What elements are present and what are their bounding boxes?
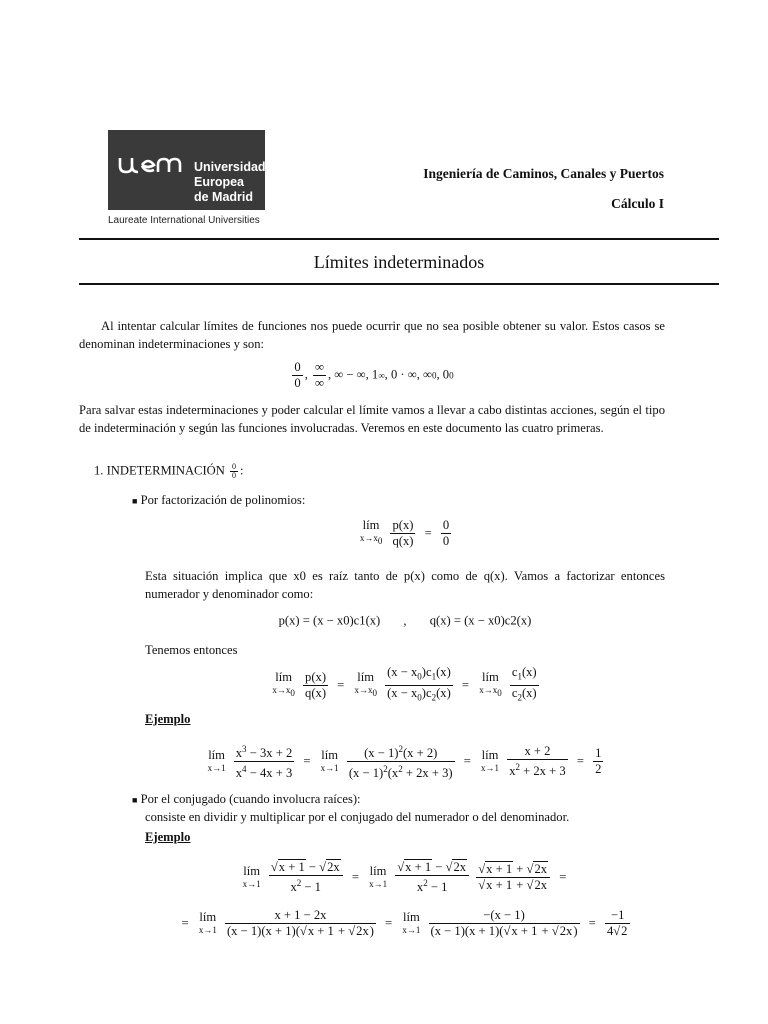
equation-factored-limit: lím $x\to x_0$ $\frac{p(x)}{q(x)}$ = lím $x\to x_0$ $\frac{(x - x_0)c_1(x)}{(x - x_0)c_2(x)}$ = lím $x\to x_0$ $\frac{c_1(x)}{c_2(x)}$ (272, 665, 537, 703)
bullet-1-explanation: Esta situación implica que x0 es raíz tanto de p(x) como de q(x). Vamos a factorizar entonces numerador y denominador como: (145, 569, 665, 601)
program-name: Ingeniería de Caminos, Canales y Puertos (423, 166, 664, 181)
logo-line-1: Universidad (194, 160, 266, 174)
tenemos-entonces: Tenemos entonces (145, 643, 238, 657)
section-1-label: INDETERMINACIÓN (106, 463, 225, 478)
example-1-label: Ejemplo (145, 712, 191, 726)
factor-p: p(x) = (x − x0)c1(x) (278, 613, 381, 628)
example-2-equation-line-2: = lím x→1 $\frac{x + 1 - 2x}{(x - 1)(x + 1)(√x + 1 + √2x)}$ = lím x→1 $\frac{-(x - 1)}{(x - 1)(x + 1)(√x + 1 + √2x)}$ = $\frac{-1}{4√2}$ (145, 908, 665, 939)
bullet-2-text: Por el conjugado (cuando involucra raíces): (140, 792, 361, 806)
factor-q: q(x) = (x − x0)c2(x) (429, 613, 532, 628)
inf-over-inf: $\frac{\infty}{\infty}$ (315, 360, 324, 390)
top-rule (79, 238, 719, 240)
paragraph-2: Para salvar estas indeterminaciones y poder calcular el límite vamos a llevar a cabo distintas acciones, según el tipo de indeterminación y según las funciones involucradas. Veremos en este documento las cuatro primeras. (79, 403, 665, 435)
example-2-equation-line-1: lím x→1 $\frac{√x + 1 - √2x}{x^2 - 1}$ = lím x→1 $\frac{√x + 1 - √2x}{x^2 - 1}$ $\frac{√x + 1 + √2x}{√x + 1 + √2x}$ = (242, 860, 567, 895)
bullet-1-text: Por factorización de polinomios: (140, 493, 306, 507)
example-1-equation: lím x→1 $\frac{x^3 - 3x + 2}{x^4 - 4x + 3}$ = lím x→1 $\frac{(x - 1)^2(x + 2)}{(x - 1)^2(x^2 + 2x + 3)}$ = lím x→1 $\frac{x + 2}{x^2 + 2x + 3}$ = $\frac{1}{2}$ (207, 744, 602, 781)
section-1-heading: 1. INDETERMINACIÓN $\frac{0}{0}$ : (94, 462, 244, 480)
page-title: Límites indeterminados (313, 252, 485, 272)
logo-line-2: Europea (194, 175, 245, 189)
equation-limit-pq: lím $x\to x_0$ $\frac{p(x)}{q(x)}$ = $\frac{0}{0}$ (359, 518, 450, 548)
bullet-dot-icon: ■ (132, 496, 138, 506)
bullet-1 (132, 493, 305, 508)
logo-tagline: Laureate International Universities (108, 215, 260, 226)
section-1-number: 1. (94, 463, 104, 478)
zero-over-zero: $\frac{0}{0}$ (294, 360, 301, 390)
indeterminate-forms: $\frac{0}{0}$ , $\frac{\infty}{\infty}$ , ∞ − ∞, 1∞, 0 · ∞, ∞0, 00 (294, 360, 454, 390)
intro-paragraph: Al intentar calcular límites de funciones nos puede ocurrir que no sea posible obtener su valor. Estos casos se denominan indeterminaciones y son: (79, 319, 665, 351)
logo-name (194, 160, 266, 205)
bottom-rule (79, 283, 719, 285)
logo-line-3: de Madrid (194, 190, 254, 204)
uem-logo-icon (116, 150, 186, 180)
example-2-label: Ejemplo (145, 830, 191, 844)
course-name: Cálculo I (611, 196, 664, 211)
bullet-2 (132, 792, 361, 807)
bullet-2-text-2: consiste en dividir y multiplicar por el conjugado del numerador o del denominador. (145, 810, 570, 824)
factorization-equation: p(x) = (x − x0)c1(x) , q(x) = (x − x0)c2(x) (278, 613, 532, 628)
bullet-dot-icon: ■ (132, 795, 138, 805)
